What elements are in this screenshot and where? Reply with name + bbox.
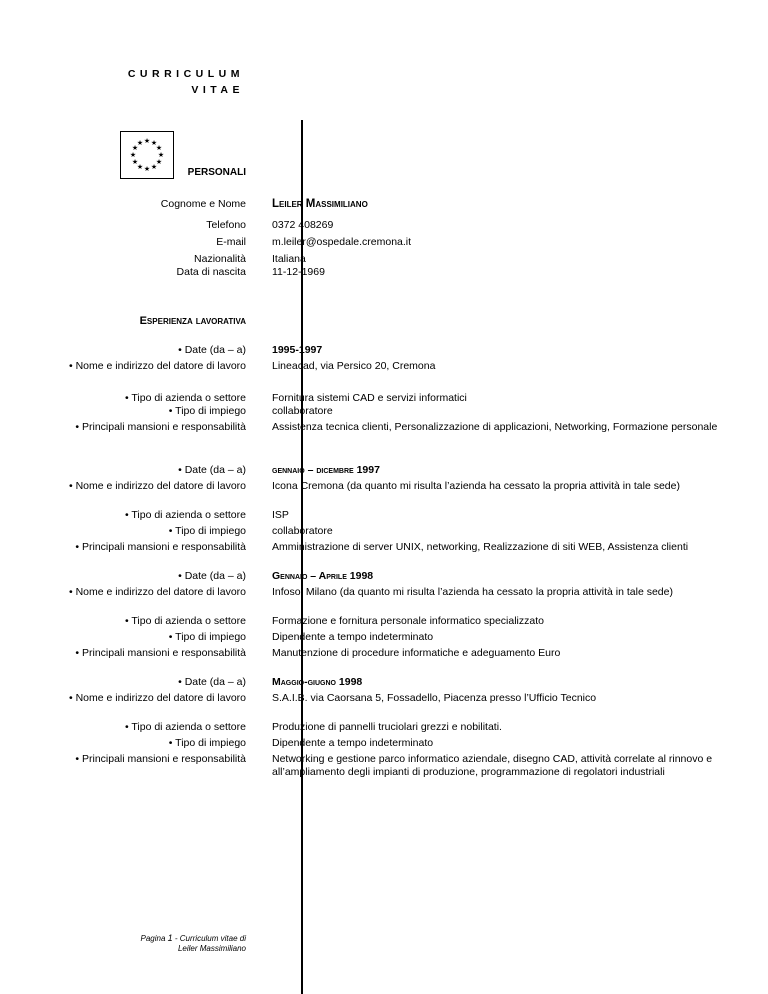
personal-heading: PERSONALI (187, 167, 246, 178)
svg-text:★: ★ (155, 144, 163, 152)
page-number: 1 (167, 933, 173, 943)
job3-employer: Infosol Milano (da quanto mi risulta l’azienda ha cessato la propria attività in tale sede) (272, 586, 673, 598)
job4-role: Dipendente a tempo indeterminato (272, 737, 434, 749)
job1-sector: Fornitura sistemi CAD e servizi informatici (272, 392, 467, 404)
svg-text:★: ★ (136, 163, 144, 171)
job4-dates: Maggio-giugno 1998 (272, 676, 363, 688)
job3-role: Dipendente a tempo indeterminato (272, 631, 434, 643)
job2-label-duties: • Principali mansioni e responsabilità (75, 541, 246, 553)
job3-duties: Manutenzione di procedure informatiche e adeguamento Euro (272, 647, 561, 659)
svg-text:★: ★ (136, 139, 144, 147)
job2-employer: Icona Cremona (da quanto mi risulta l’azienda ha cessato la propria attività in tale sede) (272, 480, 680, 492)
job4-duties-line1: Networking e gestione parco informatico aziendale, disegno CAD, attività correlate al rinnovo e (272, 753, 713, 765)
label-name: Cognome e Nome (160, 198, 246, 210)
job2-label-dates: • Date (da – a) (178, 464, 246, 476)
svg-text:★: ★ (157, 151, 165, 159)
value-nationality: Italiana (272, 253, 306, 265)
job2-duties: Amministrazione di server UNIX, networking, Realizzazione di siti WEB, Assistenza clienti (272, 541, 689, 553)
svg-text:★: ★ (131, 158, 139, 166)
job1-dates: 1995-1997 (272, 344, 323, 356)
job4-duties-line2: all’ampliamento degli impianti di produzione, programmazione di regolatori industriali (272, 766, 665, 778)
job3-label-role: • Tipo di impiego (168, 631, 246, 643)
job2-role: collaboratore (272, 525, 333, 537)
job2-label-sector: • Tipo di azienda o settore (124, 509, 246, 521)
svg-text:★: ★ (129, 151, 137, 159)
job2-label-role: • Tipo di impiego (168, 525, 246, 537)
job1-label-duties: • Principali mansioni e responsabilità (75, 421, 246, 433)
svg-text:★: ★ (143, 165, 151, 173)
value-birth: 11-12-1969 (272, 266, 325, 278)
job3-dates: Gennaio – Aprile 1998 (272, 570, 374, 582)
eu-flag-icon (120, 131, 174, 179)
job1-duties: Assistenza tecnica clienti, Personalizzazione di applicazioni, Networking, Formazione personale (272, 421, 718, 433)
value-email: m.leiler@ospedale.cremona.it (272, 236, 412, 248)
svg-text:★: ★ (143, 137, 151, 145)
job1-employer: Lineacad, via Persico 20, Cremona (272, 360, 436, 372)
cv-title-line2: VITAE (191, 84, 244, 96)
page-footer (140, 933, 246, 954)
svg-text:★: ★ (131, 144, 139, 152)
job4-employer: S.A.I.B. via Caorsana 5, Fossadello, Piacenza presso l’Ufficio Tecnico (272, 692, 597, 704)
job1-label-sector: • Tipo di azienda o settore (124, 392, 246, 404)
column-divider (301, 120, 303, 994)
job2-label-employer: • Nome e indirizzo del datore di lavoro (68, 480, 246, 492)
footer-prefix: Pagina (140, 934, 168, 943)
value-phone: 0372 408269 (272, 219, 334, 231)
job2-dates: gennaio – dicembre 1997 (272, 464, 380, 476)
label-email: E-mail (216, 236, 246, 248)
footer-name: Leiler Massimiliano (177, 944, 246, 953)
job4-label-dates: • Date (da – a) (178, 676, 246, 688)
svg-text:★: ★ (155, 158, 163, 166)
job1-label-employer: • Nome e indirizzo del datore di lavoro (68, 360, 246, 372)
cv-title-line1: CURRICULUM (127, 68, 244, 80)
label-nationality: Nazionalità (194, 253, 246, 265)
job4-label-role: • Tipo di impiego (168, 737, 246, 749)
svg-text:★: ★ (150, 163, 158, 171)
job4-sector: Produzione di pannelli truciolari grezzi e nobilitati. (272, 721, 502, 733)
job1-label-role: • Tipo di impiego (168, 405, 246, 417)
job3-label-sector: • Tipo di azienda o settore (124, 615, 246, 627)
job3-sector: Formazione e fornitura personale informatico specializzato (272, 615, 544, 627)
job3-label-duties: • Principali mansioni e responsabilità (75, 647, 246, 659)
experience-heading: Esperienza lavorativa (139, 315, 246, 327)
footer-suffix: - Curriculum vitae di (172, 934, 246, 943)
label-birth: Data di nascita (176, 266, 246, 278)
job1-role: collaboratore (272, 405, 333, 417)
job4-label-employer: • Nome e indirizzo del datore di lavoro (68, 692, 246, 704)
svg-text:★: ★ (150, 139, 158, 147)
value-name: Leiler Massimiliano (272, 198, 368, 210)
job2-sector: ISP (272, 509, 289, 521)
label-phone: Telefono (206, 219, 246, 231)
job4-label-duties: • Principali mansioni e responsabilità (75, 753, 246, 765)
job1-label-dates: • Date (da – a) (178, 344, 246, 356)
job4-label-sector: • Tipo di azienda o settore (124, 721, 246, 733)
job3-label-employer: • Nome e indirizzo del datore di lavoro (68, 586, 246, 598)
job3-label-dates: • Date (da – a) (178, 570, 246, 582)
